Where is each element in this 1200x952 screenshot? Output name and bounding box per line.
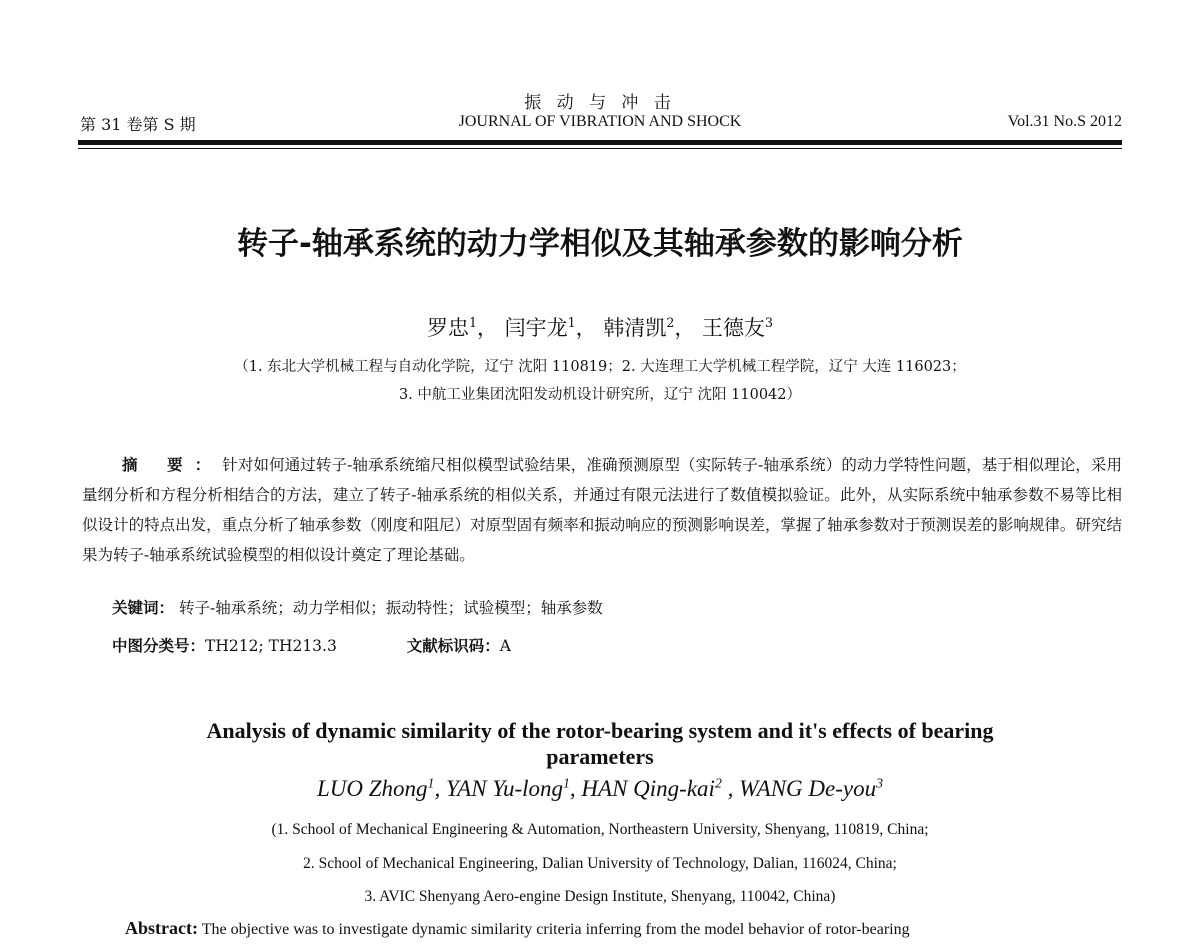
affiliation-en: (1. School of Mechanical Engineering & Automation, Northeastern University, Shenyang, 110819, China;: [271, 821, 929, 838]
author-sup: 3: [765, 315, 774, 330]
journal-name-cn: 振 动 与 冲 击: [524, 93, 676, 113]
author-en: YAN Yu-long: [445, 776, 564, 801]
author-cn: 罗忠: [426, 316, 469, 340]
paper-title-en: Analysis of dynamic similarity of the rotor-bearing system and it's effects of bearing parameters: [206, 718, 994, 769]
author-sup: 1: [468, 315, 477, 330]
affiliation-cn: 3. 中航工业集团沈阳发动机设计研究所，辽宁 沈阳 110042）: [398, 387, 801, 403]
affiliation-cn: （1. 东北大学机械工程与自动化学院，辽宁 沈阳 110819；2. 大连理工大学机械工程学院，辽宁 大连 116023；: [234, 359, 966, 375]
authors-cn: 罗忠$^1$， 闫宇龙$^1$， 韩清凯$^2$， 王德友$^3$: [426, 315, 774, 340]
author-sup: 1: [563, 775, 570, 791]
affiliation-en: 2. School of Mechanical Engineering, Dalian University of Technology, Dalian, 116024, China;: [303, 855, 897, 872]
abstract-label-en: Abstract:: [125, 918, 198, 938]
clc-value: TH212; TH213.3: [205, 637, 337, 655]
journal-name-en: JOURNAL OF VIBRATION AND SHOCK: [458, 113, 742, 130]
author-sup: 2: [714, 775, 722, 791]
author-sup: 1: [567, 315, 576, 330]
author-cn: 闫宇龙: [504, 316, 568, 340]
keywords-label-cn: 关键词：: [112, 598, 175, 617]
author-sup: 2: [666, 315, 675, 330]
author-cn: 韩清凯: [603, 316, 667, 340]
abstract-cn: [82, 450, 1122, 570]
doc-code-label: 文献标识码：: [406, 636, 500, 655]
volume-issue-en: Vol.31 No.S 2012: [1007, 113, 1122, 130]
abstract-en: [125, 918, 1125, 939]
classification-line: [112, 634, 511, 656]
keywords-cn: [112, 596, 603, 618]
authors-en: LUO Zhong$^1$, YAN Yu-long$^1$, HAN Qing-kai$^2$ , WANG De-you$^3$: [316, 775, 883, 801]
author-cn: 王德友: [702, 316, 766, 340]
abstract-label-cn: 摘 要：: [122, 455, 223, 474]
keywords-text-cn: 转子-轴承系统；动力学相似；振动特性；试验模型；轴承参数: [178, 599, 603, 617]
volume-issue-cn: 第 31 卷第 S 期: [80, 115, 196, 134]
author-sup: 3: [876, 775, 883, 791]
paper-title-cn: 转子-轴承系统的动力学相似及其轴承参数的影响分析: [237, 226, 963, 262]
author-en: HAN Qing-kai: [581, 776, 715, 801]
author-en: WANG De-you: [739, 776, 877, 801]
author-sup: 1: [427, 775, 435, 791]
author-en: LUO Zhong: [316, 776, 428, 801]
affiliation-en: 3. AVIC Shenyang Aero-engine Design Institute, Shenyang, 110042, China): [364, 888, 836, 905]
abstract-text-cn: 针对如何通过转子-轴承系统缩尺相似模型试验结果，准确预测原型（实际转子-轴承系统）的动力学特性问题，基于相似理论，采用量纲分析和方程分析相结合的方法，建立了转子-轴承系统的相似关系，并通过有限元法进行了数值模拟验证。此外，从实际系统中轴承参数不易等比相似设计的特点出发，重点分析了轴承参数（刚度和阻尼）对原型固有频率和振动响应的预测影响误差，掌握了轴承参数对于预测误差的影响规律。研究结果为转子-轴承系统试验模型的相似设计奠定了理论基础。: [82, 456, 1122, 564]
doc-code-value: A: [499, 637, 511, 655]
header-rule-thin: [78, 148, 1122, 149]
abstract-text-en: The objective was to investigate dynamic similarity criteria inferring from the model behavior of rotor-bearing: [201, 921, 910, 938]
clc-label: 中图分类号：: [112, 636, 206, 655]
header-rule-thick: [78, 140, 1122, 145]
